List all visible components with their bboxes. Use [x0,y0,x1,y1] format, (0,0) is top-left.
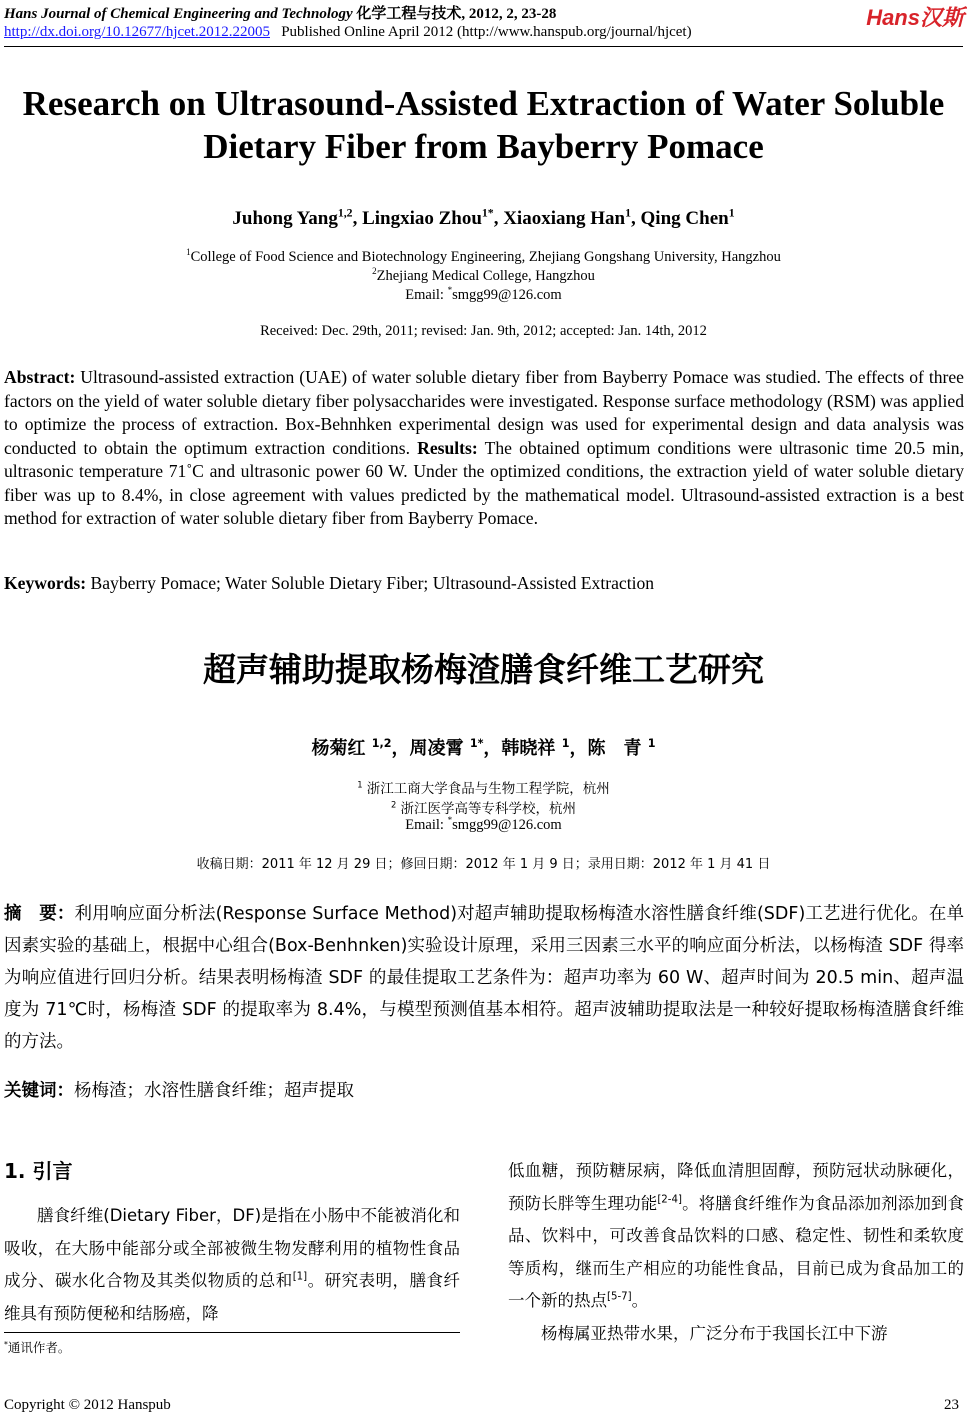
author: Qing Chen$^1$ [640,206,735,229]
results-label: Results: [417,437,478,458]
affiliation-2-en: $^2$Zhejiang Medical College, Hangzhou [372,266,595,284]
header-rule [4,46,963,47]
title-line-1: Research on Ultrasound-Assisted Extraction of Water Soluble [22,84,945,123]
email-cn: Email: *smgg99@126.com [405,815,562,833]
affiliation-2-cn: $^2$ 浙江医学高等专科学校，杭州 [390,799,577,817]
abstract-label-cn: 摘 要： [4,904,75,924]
section-heading-intro: 1. 引言 [4,1159,73,1183]
body-right-column [508,1155,964,1350]
journal-name-cn: 化学工程与技术, 2012, 2, 23-28 [352,6,557,22]
footnote-rule [4,1332,460,1333]
published-online: Published Online April 2012 (http://www.hanspub.org/journal/hjcet) [281,24,692,40]
page-number: 23 [944,1397,959,1413]
hans-logo: Hans汉斯 [866,5,964,30]
author: Juhong Yang$^{1,2}$, [232,206,363,229]
abstract-label: Abstract: [4,367,76,387]
paper-title-cn: 超声辅助提取杨梅渣膳食纤维工艺研究 [203,650,764,689]
author: Lingxiao Zhou$^{1*}$, [362,206,504,229]
affiliation-1-cn: $^1$ 浙江工商大学食品与生物工程学院，杭州 [357,779,610,797]
copyright: Copyright © 2012 Hanspub [4,1397,171,1413]
paragraph: 低血糖，预防糖尿病，降低血清胆固醇，预防冠状动脉硬化，预防长胖等生理功能[2-4]。将膳食纤维作为食品添加剂添加到食品、饮料中，可改善食品饮料的口感、稳定性、韧性和柔软度等质构，继而生产相应的功能性食品，目前已成为食品加工的一个新的热点[5-7]。 [508,1161,965,1310]
title-line-2: Dietary Fiber from Bayberry Pomace [203,127,764,166]
body-left-column [4,1200,460,1330]
doi-link[interactable]: http://dx.doi.org/10.12677/hjcet.2012.22005 [4,24,270,40]
received-dates-cn: 收稿日期：2011 年 12 月 29 日；修回日期：2012 年 1 月 9 日；录用日期：2012 年 1 月 41 日 [196,857,771,872]
authors-cn: 杨菊红 $^{1,2}$，周凌霄 $^{1*}$，韩晓祥 $^1$，陈 青 $^1$ [311,737,656,759]
keywords-cn: 关键词：杨梅渣；水溶性膳食纤维；超声提取 [4,1081,354,1101]
abstract-en: Abstract: Ultrasound-assisted extraction (UAE) of water soluble dietary fiber from Bayberry Pomace was studied. The effects of three factors on the yield of water soluble dietary fiber polysaccharides were investigated. Response surface methodology (RSM) was applied to optimize the process of extraction. Box-Behnhken experimental design was used for experimental design and data analysis was conducted to obtain the optimum extraction conditions. Results: The obtained optimum conditions were ultrasonic time 20.5 min, ultrasonic temperature 71˚C and ultrasonic power 60 W. Under the optimized conditions, the extraction yield of water soluble dietary fiber was up to 8.4%, in close agreement with values predicted by the mathematical model. Ultrasound-assisted extraction is a best method for extraction of water soluble dietary fiber from Bayberry Pomace. [4,367,965,528]
paper-title-en [0,82,967,168]
journal-header [4,2,556,23]
author: Xiaoxiang Han$^1$, [503,206,641,229]
paragraph: 膳食纤维(Dietary Fiber，DF)是指在小肠中不能被消化和吸收，在大肠中能部分或全部被微生物发酵利用的植物性食品成分、碳水化合物及其类似物质的总和[1]。研究表明，膳食纤维具有预防便秘和结肠癌，降 [4,1206,461,1323]
keywords-en: Keywords: Bayberry Pomace; Water Soluble Dietary Fiber; Ultrasound-Assisted Extraction [4,573,655,593]
publication-line [4,24,692,41]
abstract-cn: 摘 要：利用响应面分析法(Response Surface Method)对超声辅助提取杨梅渣水溶性膳食纤维(SDF)工艺进行优化。在单因素实验的基础上，根据中心组合(Box-Benhnken)实验设计原理，采用三因素三水平的响应面分析法，以杨梅渣 SDF 得率为响应值进行回归分析。结果表明杨梅渣 SDF 的最佳提取工艺条件为：超声功率为 60 W、超声时间为 20.5 min、超声温度为 71℃时，杨梅渣 SDF 的提取率为 8.4%，与模型预测值基本相符。超声波辅助提取法是一种较好提取杨梅渣膳食纤维的方法。 [4,904,965,1052]
received-dates-en: Received: Dec. 29th, 2011; revised: Jan. 9th, 2012; accepted: Jan. 14th, 2012 [260,323,707,339]
footnote: *通讯作者。 [4,1339,71,1355]
affiliation-1-en: $^1$College of Food Science and Biotechnology Engineering, Zhejiang Gongshang University, Hangzhou [186,247,781,265]
authors-en [0,208,967,230]
paragraph: 杨梅属亚热带水果，广泛分布于我国长江中下游 [541,1323,888,1343]
email-en: Email: *smgg99@126.com [405,285,562,303]
journal-name-en: Hans Journal of Chemical Engineering and Technology [4,6,353,22]
